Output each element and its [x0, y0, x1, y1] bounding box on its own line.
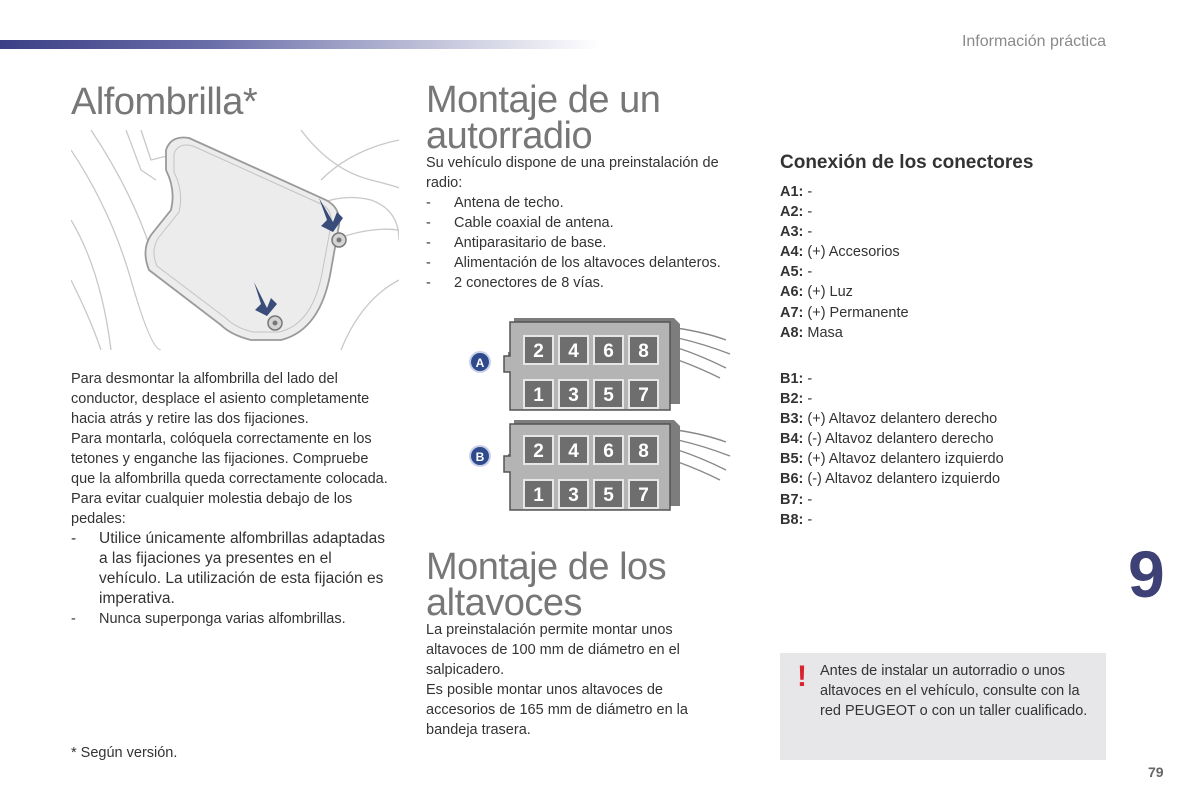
- radio-intro: Su vehículo dispone de una preinstalación de radio:: [426, 155, 719, 191]
- floor-mat-title: Alfombrilla*: [71, 81, 258, 123]
- pin-number: 4: [568, 441, 579, 462]
- pin-number: 2: [533, 441, 544, 462]
- pin-row: B5: (+) Altavoz delantero izquierdo: [780, 451, 1004, 468]
- pin-number: 6: [603, 341, 614, 362]
- floor-mat-text: [71, 369, 393, 629]
- radio-title: Montaje de un autorradio: [426, 79, 661, 157]
- paragraph: La preinstalación permite montar unos altavoces de 100 mm de diámetro en el salpicadero.: [426, 622, 680, 678]
- pin-number: 2: [533, 341, 544, 362]
- pin-number: 1: [533, 485, 544, 506]
- pin-row: A2: -: [780, 204, 813, 221]
- pin-row: A8: Masa: [780, 324, 843, 341]
- pin-number: 3: [568, 385, 579, 406]
- connectors-diagram: [464, 312, 734, 512]
- paragraph: Es posible montar unos altavoces de accesorios de 165 mm de diámetro en la bandeja trasera.: [426, 682, 688, 738]
- pin-row: B3: (+) Altavoz delantero derecho: [780, 411, 998, 428]
- warning-text: Antes de instalar un autorradio o unos altavoces en el vehículo, consulte con la red PEUGEOT o con un taller cualificado.: [820, 663, 1088, 719]
- paragraph: Para desmontar la alfombrilla del lado del conductor, desplace el asiento completamente hacia atrás y retire las dos fijaciones.: [71, 371, 370, 427]
- connectors-heading: Conexión de los conectores: [780, 152, 1034, 173]
- pin-row: A1: -: [780, 184, 813, 200]
- exclamation-icon: !: [797, 660, 807, 693]
- radio-text: [426, 153, 756, 293]
- list-item: - Antiparasitario de base.: [426, 235, 607, 251]
- pin-number: 4: [568, 341, 579, 362]
- pin-row: A7: (+) Permanente: [780, 304, 909, 321]
- pin-row: A3: -: [780, 224, 813, 241]
- connector-b-badge: B: [475, 450, 485, 464]
- pin-row: B7: -: [780, 491, 813, 508]
- paragraph: Para evitar cualquier molestia debajo de los pedales:: [71, 491, 353, 527]
- speakers-title: Montaje de los altavoces: [426, 546, 667, 624]
- list-item: - Antena de techo.: [426, 195, 564, 211]
- pin-row: B4: (-) Altavoz delantero derecho: [780, 431, 994, 448]
- section-title: Información práctica: [961, 33, 1106, 50]
- pin-number: 5: [603, 385, 614, 406]
- pin-number: 8: [638, 441, 649, 462]
- floor-mat-illustration: [71, 130, 399, 350]
- pin-number: 1: [533, 385, 544, 406]
- pin-number: 7: [638, 485, 649, 506]
- list-item: - Utilice únicamente alfombrillas adaptadas a las fijaciones ya presentes en el vehículo. La utilización de esta fijación es imperativa.: [71, 530, 386, 607]
- list-item: - 2 conectores de 8 vías.: [426, 275, 604, 291]
- header-gradient-bar: [0, 40, 600, 49]
- pin-row: B1: -: [780, 371, 813, 387]
- page-number: 79: [1148, 764, 1164, 780]
- list-item: - Nunca superponga varias alfombrillas.: [71, 611, 346, 627]
- list-item: - Alimentación de los altavoces delanteros.: [426, 255, 721, 271]
- pin-row: B6: (-) Altavoz delantero izquierdo: [780, 471, 1001, 488]
- pin-row: B2: -: [780, 391, 813, 408]
- chapter-number: 9: [1128, 537, 1165, 611]
- speakers-text: [426, 620, 726, 740]
- paragraph: Para montarla, colóquela correctamente en los tetones y enganche las fijaciones. Compruebe que la alfombrilla queda correctamente colocada.: [71, 431, 388, 487]
- pin-row: B8: -: [780, 511, 813, 528]
- footnote: * Según versión.: [71, 745, 178, 761]
- pin-row: A6: (+) Luz: [780, 284, 853, 301]
- pin-row: A4: (+) Accesorios: [780, 244, 900, 261]
- pin-row: A5: -: [780, 264, 813, 281]
- warning-note: [780, 653, 1106, 760]
- pin-number: 6: [603, 441, 614, 462]
- list-item: - Cable coaxial de antena.: [426, 215, 614, 231]
- connector-a-list: [780, 182, 909, 343]
- pin-number: 7: [638, 385, 649, 406]
- pin-number: 8: [638, 341, 649, 362]
- connector-b-list: [780, 369, 1004, 530]
- pin-number: 3: [568, 485, 579, 506]
- connector-a-badge: A: [475, 356, 485, 370]
- pin-number: 5: [603, 485, 614, 506]
